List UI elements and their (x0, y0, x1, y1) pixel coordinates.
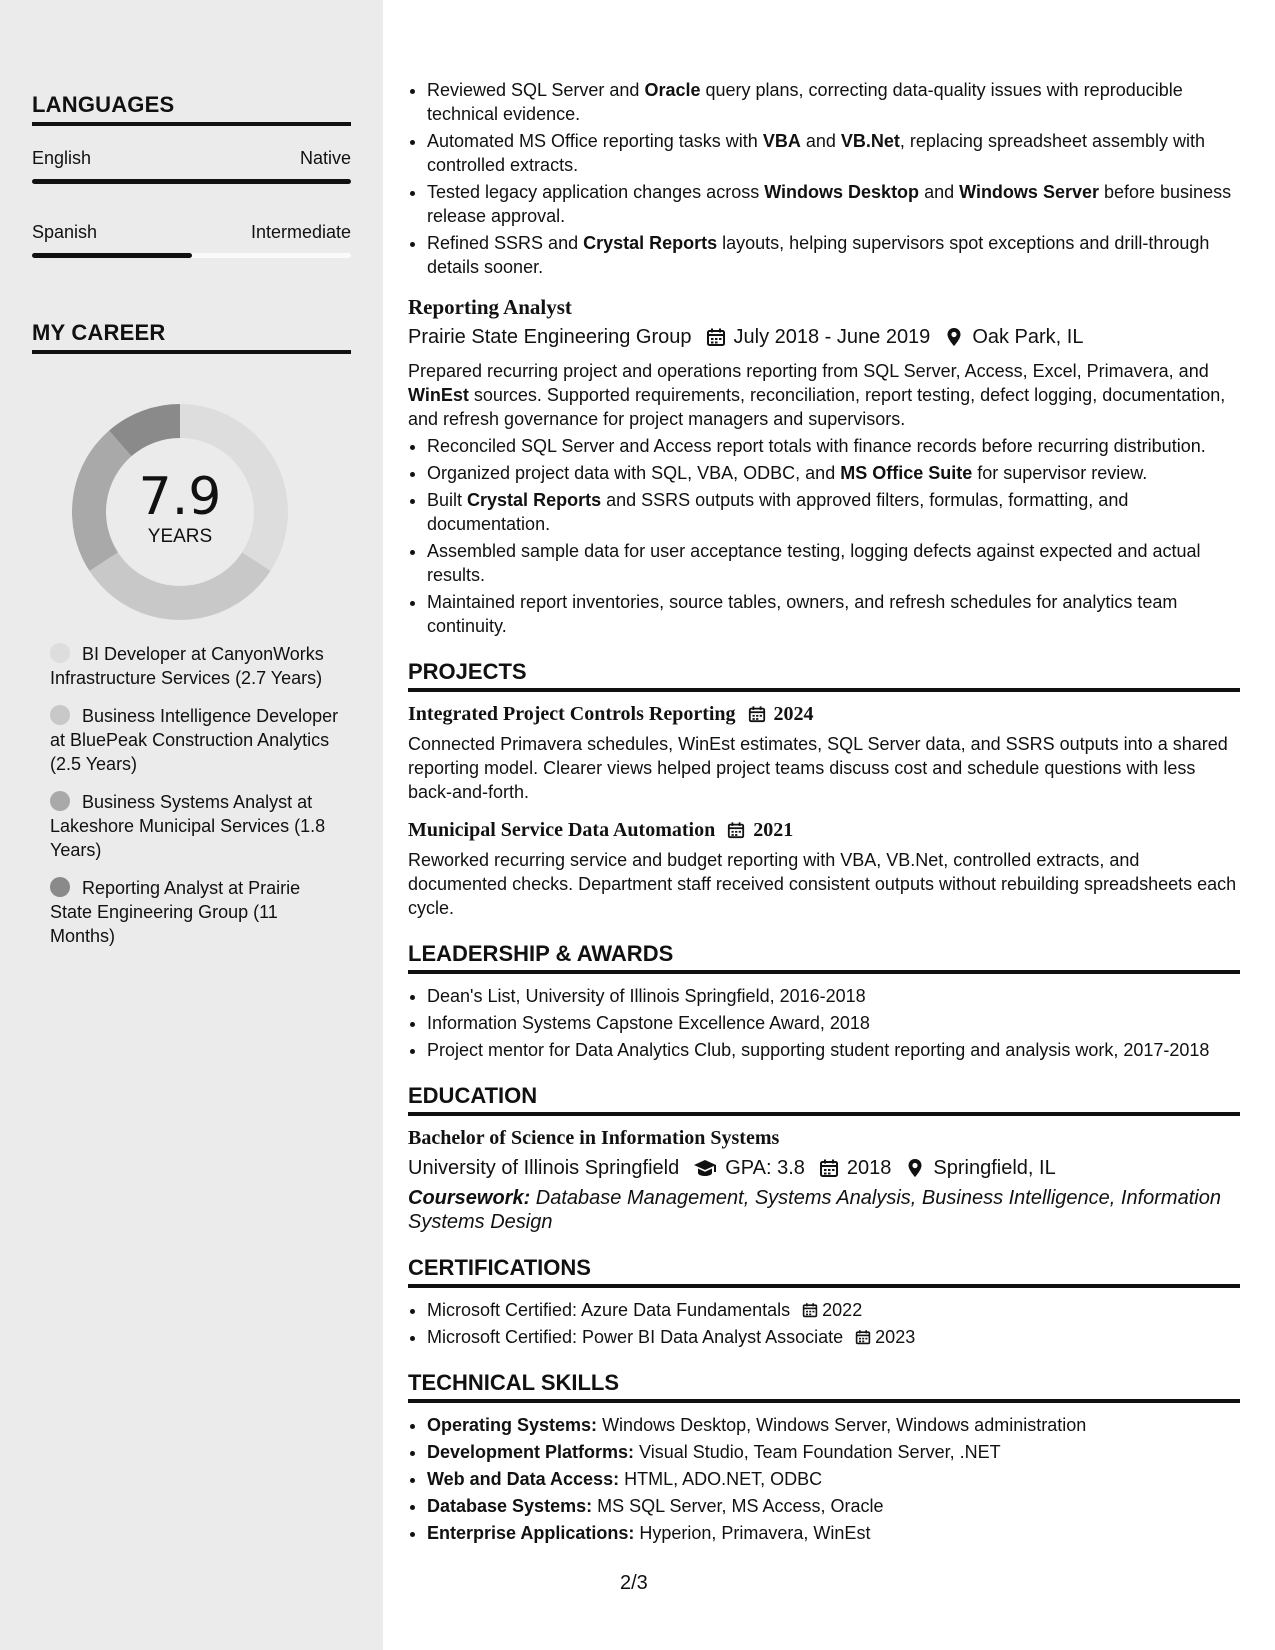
skill-category: Development Platforms: (427, 1442, 635, 1462)
list-item: • Built Crystal Reports and SSRS outputs with approved filters, formulas, formatting, and documentation. (427, 488, 1240, 536)
skill-item (427, 1467, 1240, 1491)
main-content (408, 78, 1240, 1548)
project-description: Connected Primavera schedules, WinEst estimates, SQL Server data, and SSRS outputs into a shared reporting model. Clearer views helped project teams discuss cost and schedule questions with less back-and-forth. (408, 734, 1228, 802)
project-name: Municipal Service Data Automation (408, 819, 716, 841)
legend-dot (50, 791, 70, 811)
legend-label: Business Systems Analyst at Lakeshore Municipal Services (1.8 Years) (50, 792, 326, 860)
job-company: Prairie State Engineering Group (408, 326, 692, 348)
location-pin-icon (944, 327, 964, 347)
skill-values: Hyperion, Primavera, WinEst (634, 1523, 871, 1543)
certification-year: 2022 (822, 1300, 863, 1320)
language-proficiency-fill (32, 253, 192, 258)
skill-item (427, 1494, 1240, 1518)
career-unit: YEARS (147, 526, 213, 547)
coursework-list: Database Management, Systems Analysis, Business Intelligence, Information Systems Design (408, 1187, 1221, 1233)
skill-category: Web and Data Access: (427, 1469, 620, 1489)
job-bullets (408, 434, 1240, 638)
project-year: 2021 (753, 819, 794, 841)
page-number: 2/3 (620, 1572, 648, 1594)
bold-term: Windows Server (959, 182, 1099, 202)
bold-term: Windows Desktop (764, 182, 920, 202)
project-year: 2024 (773, 703, 814, 725)
languages-list (32, 148, 351, 258)
language-level: Native (299, 148, 351, 168)
bold-term: VBA (762, 131, 801, 151)
career-legend-item (50, 704, 340, 776)
job-location: Oak Park, IL (972, 326, 1084, 348)
list-item: • Tested legacy application changes across Windows Desktop and Windows Server before business release approval. (427, 180, 1240, 228)
career-total: 7.9 (138, 467, 222, 527)
leadership-list (408, 984, 1240, 1062)
career-legend (50, 642, 340, 962)
skill-category: Operating Systems: (427, 1415, 598, 1435)
certification-item (427, 1298, 1240, 1322)
projects-list (408, 702, 1240, 920)
skill-category: Enterprise Applications: (427, 1523, 635, 1543)
bold-term: Crystal Reports (467, 490, 602, 510)
career-section (32, 320, 351, 354)
education-heading: EDUCATION (408, 1084, 1240, 1116)
legend-label: Reporting Analyst at Prairie State Engineering Group (11 Months) (50, 878, 301, 946)
job-title: Reporting Analyst (408, 295, 572, 319)
skill-item (427, 1521, 1240, 1545)
graduation-cap-icon (693, 1158, 717, 1178)
certification-year: 2023 (875, 1327, 916, 1347)
education-meta (408, 1156, 1240, 1180)
legend-label: BI Developer at CanyonWorks Infrastructure Services (2.7 Years) (50, 644, 324, 688)
job-meta (408, 325, 1240, 349)
project-title (408, 818, 1240, 842)
bold-term: WinEst (408, 385, 469, 405)
career-legend-item (50, 642, 340, 690)
career-donut-segment (89, 552, 270, 620)
legend-dot (50, 643, 70, 663)
list-item: • Maintained report inventories, source tables, owners, and refresh schedules for analytics team continuity. (427, 590, 1240, 638)
list-item: • Project mentor for Data Analytics Club, supporting student reporting and analysis work, 2017-2018 (427, 1038, 1240, 1062)
skill-item (427, 1440, 1240, 1464)
career-heading: MY CAREER (32, 320, 351, 354)
skill-values: HTML, ADO.NET, ODBC (619, 1469, 823, 1489)
calendar-icon (706, 327, 726, 347)
skill-values: MS SQL Server, MS Access, Oracle (592, 1496, 884, 1516)
calendar-icon (727, 821, 745, 839)
school: University of Illinois Springfield (408, 1157, 680, 1179)
career-donut-segment (72, 431, 131, 571)
sidebar (0, 0, 383, 1650)
language-proficiency-fill (32, 179, 351, 184)
bold-term: MS Office Suite (840, 463, 973, 483)
skill-category: Database Systems: (427, 1496, 593, 1516)
list-item: • Refined SSRS and Crystal Reports layouts, helping supervisors spot exceptions and drill-through details sooner. (427, 231, 1240, 279)
list-item: • Automated MS Office reporting tasks with VBA and VB.Net, replacing spreadsheet assembly with controlled extracts. (427, 129, 1240, 177)
list-item: • Reconciled SQL Server and Access report totals with finance records before recurring distribution. (427, 434, 1240, 458)
bold-term: VB.Net (840, 131, 900, 151)
language-row (32, 148, 351, 169)
language-proficiency-bar (32, 179, 351, 184)
coursework (408, 1186, 1240, 1234)
list-item: • Reviewed SQL Server and Oracle query plans, correcting data-quality issues with reproducible technical evidence. (427, 78, 1240, 126)
skills-heading: TECHNICAL SKILLS (408, 1371, 1240, 1403)
bold-term: Oracle (644, 80, 701, 100)
gpa: GPA: 3.8 (725, 1157, 805, 1179)
language-name: English (32, 148, 92, 168)
skill-values: Visual Studio, Team Foundation Server, .NET (634, 1442, 1001, 1462)
calendar-icon (819, 1158, 839, 1178)
skills-list (408, 1413, 1240, 1545)
degree: Bachelor of Science in Information Systems (408, 1127, 780, 1149)
calendar-icon (802, 1300, 818, 1316)
certification-name: Microsoft Certified: Power BI Data Analyst Associate (427, 1327, 844, 1347)
legend-dot (50, 705, 70, 725)
project-description: Reworked recurring service and budget reporting with VBA, VB.Net, controlled extracts, and documented checks. Department staff received consistent outputs without rebuilding spreadsheets each cycle. (408, 850, 1237, 918)
certifications-list (408, 1298, 1240, 1349)
previous-job-bullets (408, 78, 1240, 279)
legend-label: Business Intelligence Developer at BluePeak Construction Analytics (2.5 Years) (50, 706, 339, 774)
school-location: Springfield, IL (933, 1157, 1056, 1179)
job-summary: Prepared recurring project and operations reporting from SQL Server, Access, Excel, Primavera, and WinEst sources. Supported requirements, reconciliation, report testing, defect logging, documentation, and refresh governance for project managers and supervisors. (408, 361, 1226, 429)
career-legend-item (50, 876, 340, 948)
languages-heading: LANGUAGES (32, 92, 351, 126)
language-level: Intermediate (250, 222, 351, 242)
skill-values: Windows Desktop, Windows Server, Windows administration (597, 1415, 1087, 1435)
projects-heading: PROJECTS (408, 660, 1240, 692)
list-item: • Dean's List, University of Illinois Springfield, 2016-2018 (427, 984, 1240, 1008)
list-item: • Organized project data with SQL, VBA, ODBC, and MS Office Suite for supervisor review. (427, 461, 1240, 485)
list-item: • Assembled sample data for user acceptance testing, logging defects against expected and actual results. (427, 539, 1240, 587)
location-pin-icon (905, 1158, 925, 1178)
coursework-label: Coursework: (408, 1187, 531, 1209)
language-name: Spanish (32, 222, 98, 242)
languages-section (32, 92, 351, 258)
project-name: Integrated Project Controls Reporting (408, 703, 736, 725)
calendar-icon (748, 705, 766, 723)
graduation-year: 2018 (846, 1157, 892, 1179)
job-dates: July 2018 - June 2019 (733, 326, 931, 348)
leadership-heading: LEADERSHIP & AWARDS (408, 942, 1240, 974)
skill-item (427, 1413, 1240, 1437)
calendar-icon (855, 1327, 871, 1343)
certification-item (427, 1325, 1240, 1349)
certifications-heading: CERTIFICATIONS (408, 1256, 1240, 1288)
bold-term: Crystal Reports (583, 233, 718, 253)
career-legend-item (50, 790, 340, 862)
certification-name: Microsoft Certified: Azure Data Fundamentals (427, 1300, 791, 1320)
project-title (408, 702, 1240, 726)
career-donut-chart (60, 392, 300, 632)
language-proficiency-bar (32, 253, 351, 258)
language-row (32, 222, 351, 243)
list-item: • Information Systems Capstone Excellence Award, 2018 (427, 1011, 1240, 1035)
legend-dot (50, 877, 70, 897)
